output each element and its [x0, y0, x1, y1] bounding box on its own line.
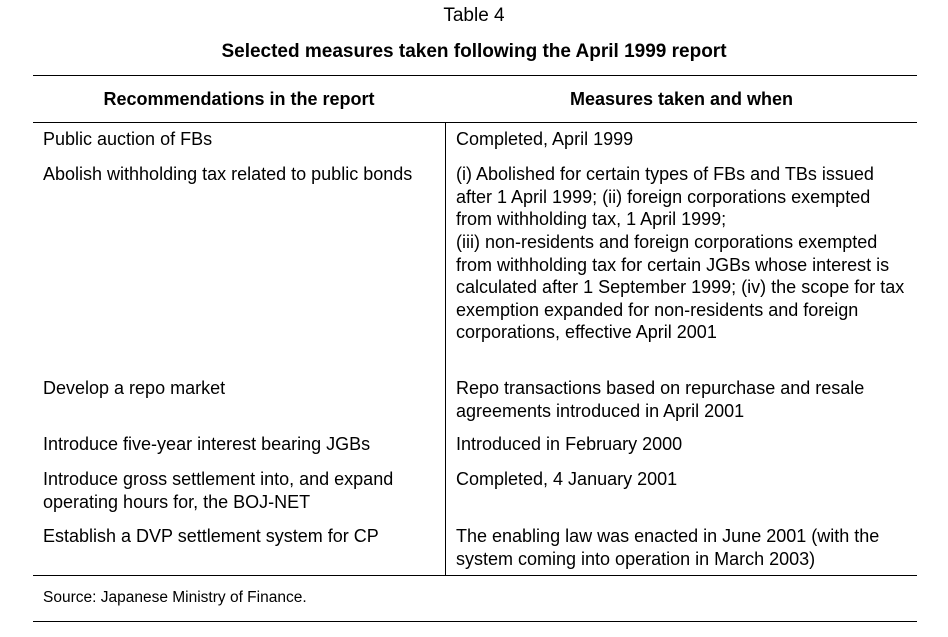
column-divider — [445, 122, 446, 575]
row-5-recommendation: Introduce gross settlement into, and expand operating hours for, the BOJ-NET — [43, 469, 394, 512]
row-4-measure: Introduced in February 2000 — [456, 434, 683, 454]
header-measures: Measures taken and when — [569, 88, 794, 109]
row-6-measure: The enabling law was enacted in June 2001 (with the system coming into operation in March 2003) — [456, 526, 880, 569]
row-1-recommendation: Public auction of FBs — [43, 129, 213, 149]
table-title: Selected measures taken following the April 1999 report — [221, 41, 727, 62]
row-4-recommendation: Introduce five-year interest bearing JGBs — [43, 434, 371, 454]
row-2-measure-continued: (iii) non-residents and foreign corporations exempted from withholding tax for certain JGBs whose interest is calculated after 1 September 1999; (iv) the scope for tax exemption expanded for non-residents and foreign corporations, effective April 2001 — [456, 232, 905, 342]
row-3-measure: Repo transactions based on repurchase and resale agreements introduced in April 2001 — [456, 378, 865, 421]
row-3-recommendation: Develop a repo market — [43, 378, 226, 398]
row-1-measure: Completed, April 1999 — [456, 129, 634, 149]
row-6-recommendation: Establish a DVP settlement system for CP — [43, 526, 379, 546]
source-rule — [33, 621, 917, 622]
row-5-measure: Completed, 4 January 2001 — [456, 469, 678, 489]
header-recommendations: Recommendations in the report — [103, 88, 375, 109]
table-number: Table 4 — [443, 5, 505, 26]
source-note: Source: Japanese Ministry of Finance. — [43, 589, 307, 606]
header-rule — [33, 122, 917, 123]
table-bottom-rule — [33, 575, 917, 576]
row-2-measure: (i) Abolished for certain types of FBs and TBs issued after 1 April 1999; (ii) foreign corporations exempted from withholding tax, 1 April 1999; — [456, 164, 874, 229]
row-2-recommendation: Abolish withholding tax related to public bonds — [43, 164, 413, 184]
